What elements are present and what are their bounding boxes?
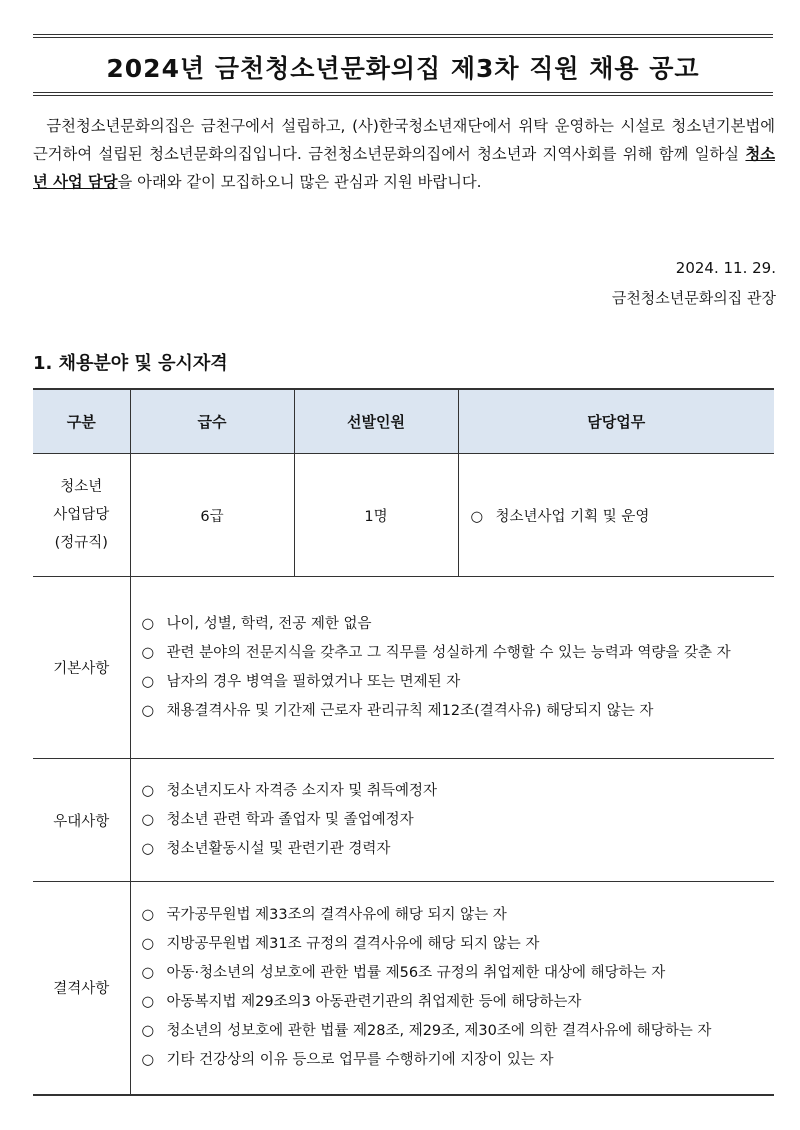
circle-bullet-icon: ○: [141, 615, 155, 632]
header-duty: 담당업무: [458, 389, 774, 454]
list-item: ○ 아동·청소년의 성보호에 관한 법률 제56조 규정의 취업제한 대상에 해당하는 자: [142, 959, 764, 988]
section-title-1: 1. 채용분야 및 응시자격: [33, 353, 228, 374]
position-duty: [458, 454, 774, 577]
circle-bullet-icon: ○: [141, 673, 155, 690]
circle-bullet-icon: ○: [141, 964, 155, 981]
table-row-preferred: [33, 759, 774, 882]
table-row-position: [33, 454, 774, 577]
list-item: ○ 기타 건강상의 이유 등으로 업무를 수행하기에 지장이 있는 자: [142, 1046, 764, 1075]
header-count: 선발인원: [294, 389, 458, 454]
circle-bullet-icon: ○: [141, 644, 155, 661]
title-box: [33, 34, 773, 96]
position-category: [33, 454, 130, 577]
intro-text-after: 을 아래와 같이 모집하오니 많은 관심과 지원 바랍니다.: [117, 173, 482, 191]
table-header-row: [33, 389, 774, 454]
position-count: 1명: [294, 454, 458, 577]
category-line: 사업담당: [53, 507, 110, 523]
title-rule-bottom-1: [33, 92, 773, 93]
intro-text-before: 금천청소년문화의집은 금천구에서 설립하고, (사)한국청소년재단에서 위탁 운영하는 시설로 청소년기본법에 근거하여 설립된 청소년문화의집입니다. 금천청소년문화의집에서 청소년과 지역사회를 위해 함께 일하실: [33, 117, 775, 163]
title-rule-top-1: [33, 34, 773, 35]
circle-bullet-icon: ○: [141, 906, 155, 923]
category-line: 청소년: [60, 479, 103, 495]
category-line: (정규직): [54, 535, 108, 551]
list-item: ○ 청소년지도사 자격증 소지자 및 취득예정자: [142, 777, 764, 806]
preferred-items-cell: [130, 759, 774, 882]
header-category: 구분: [33, 389, 130, 454]
disqualify-label: 결격사항: [33, 882, 130, 1095]
preferred-label: 우대사항: [33, 759, 130, 882]
preferred-items: [132, 777, 774, 864]
disqualify-items-cell: [130, 882, 774, 1095]
list-item: ○ 채용결격사유 및 기간제 근로자 관리규칙 제12조(결격사유) 해당되지 않는 자: [142, 697, 764, 726]
basic-items: [132, 610, 774, 726]
basic-label: 기본사항: [33, 577, 130, 759]
announcement-date: 2024. 11. 29.: [675, 259, 776, 277]
circle-bullet-icon: ○: [141, 1022, 155, 1039]
list-item: ○ 청소년의 성보호에 관한 법률 제28조, 제29조, 제30조에 의한 결격사유에 해당하는 자: [142, 1017, 764, 1046]
intro-highlight: 청소년 사업 담당: [33, 145, 775, 191]
list-item: ○ 나이, 성별, 학력, 전공 제한 없음: [142, 610, 764, 639]
title-rule-bottom-2: [33, 95, 773, 96]
circle-bullet-icon: ○: [141, 702, 155, 719]
circle-bullet-icon: ○: [141, 993, 155, 1010]
disqualify-items: [132, 901, 774, 1075]
circle-bullet-icon: ○: [141, 840, 155, 857]
recruitment-table: [33, 388, 774, 1096]
list-item: ○ 국가공무원법 제33조의 결격사유에 해당 되지 않는 자: [142, 901, 764, 930]
list-item: ○ 아동복지법 제29조의3 아동관련기관의 취업제한 등에 해당하는자: [142, 988, 764, 1017]
signer: 금천청소년문화의집 관장: [611, 289, 776, 307]
list-item: ○ 남자의 경우 병역을 필하였거나 또는 면제된 자: [142, 668, 764, 697]
duty-text: 청소년사업 기획 및 운영: [495, 508, 650, 525]
circle-bullet-icon: ○: [141, 782, 155, 799]
circle-bullet-icon: ○: [470, 508, 484, 525]
page-title: 2024년 금천청소년문화의집 제3차 직원 채용 공고: [106, 54, 700, 83]
list-item: ○ 지방공무원법 제31조 규정의 결격사유에 해당 되지 않는 자: [142, 930, 764, 959]
intro-paragraph: [33, 112, 775, 196]
list-item: ○ 청소년활동시설 및 관련기관 경력자: [142, 835, 764, 864]
position-grade: 6급: [130, 454, 294, 577]
header-grade: 급수: [130, 389, 294, 454]
list-item: ○ 관련 분야의 전문지식을 갖추고 그 직무를 성실하게 수행할 수 있는 능력과 역량을 갖춘 자: [142, 639, 764, 668]
table-row-basic: [33, 577, 774, 759]
list-item: ○ 청소년 관련 학과 졸업자 및 졸업예정자: [142, 806, 764, 835]
table-row-disqualify: [33, 882, 774, 1095]
circle-bullet-icon: ○: [141, 935, 155, 952]
basic-items-cell: [130, 577, 774, 759]
title-rule-top-2: [33, 37, 773, 38]
circle-bullet-icon: ○: [141, 811, 155, 828]
circle-bullet-icon: ○: [141, 1051, 155, 1068]
